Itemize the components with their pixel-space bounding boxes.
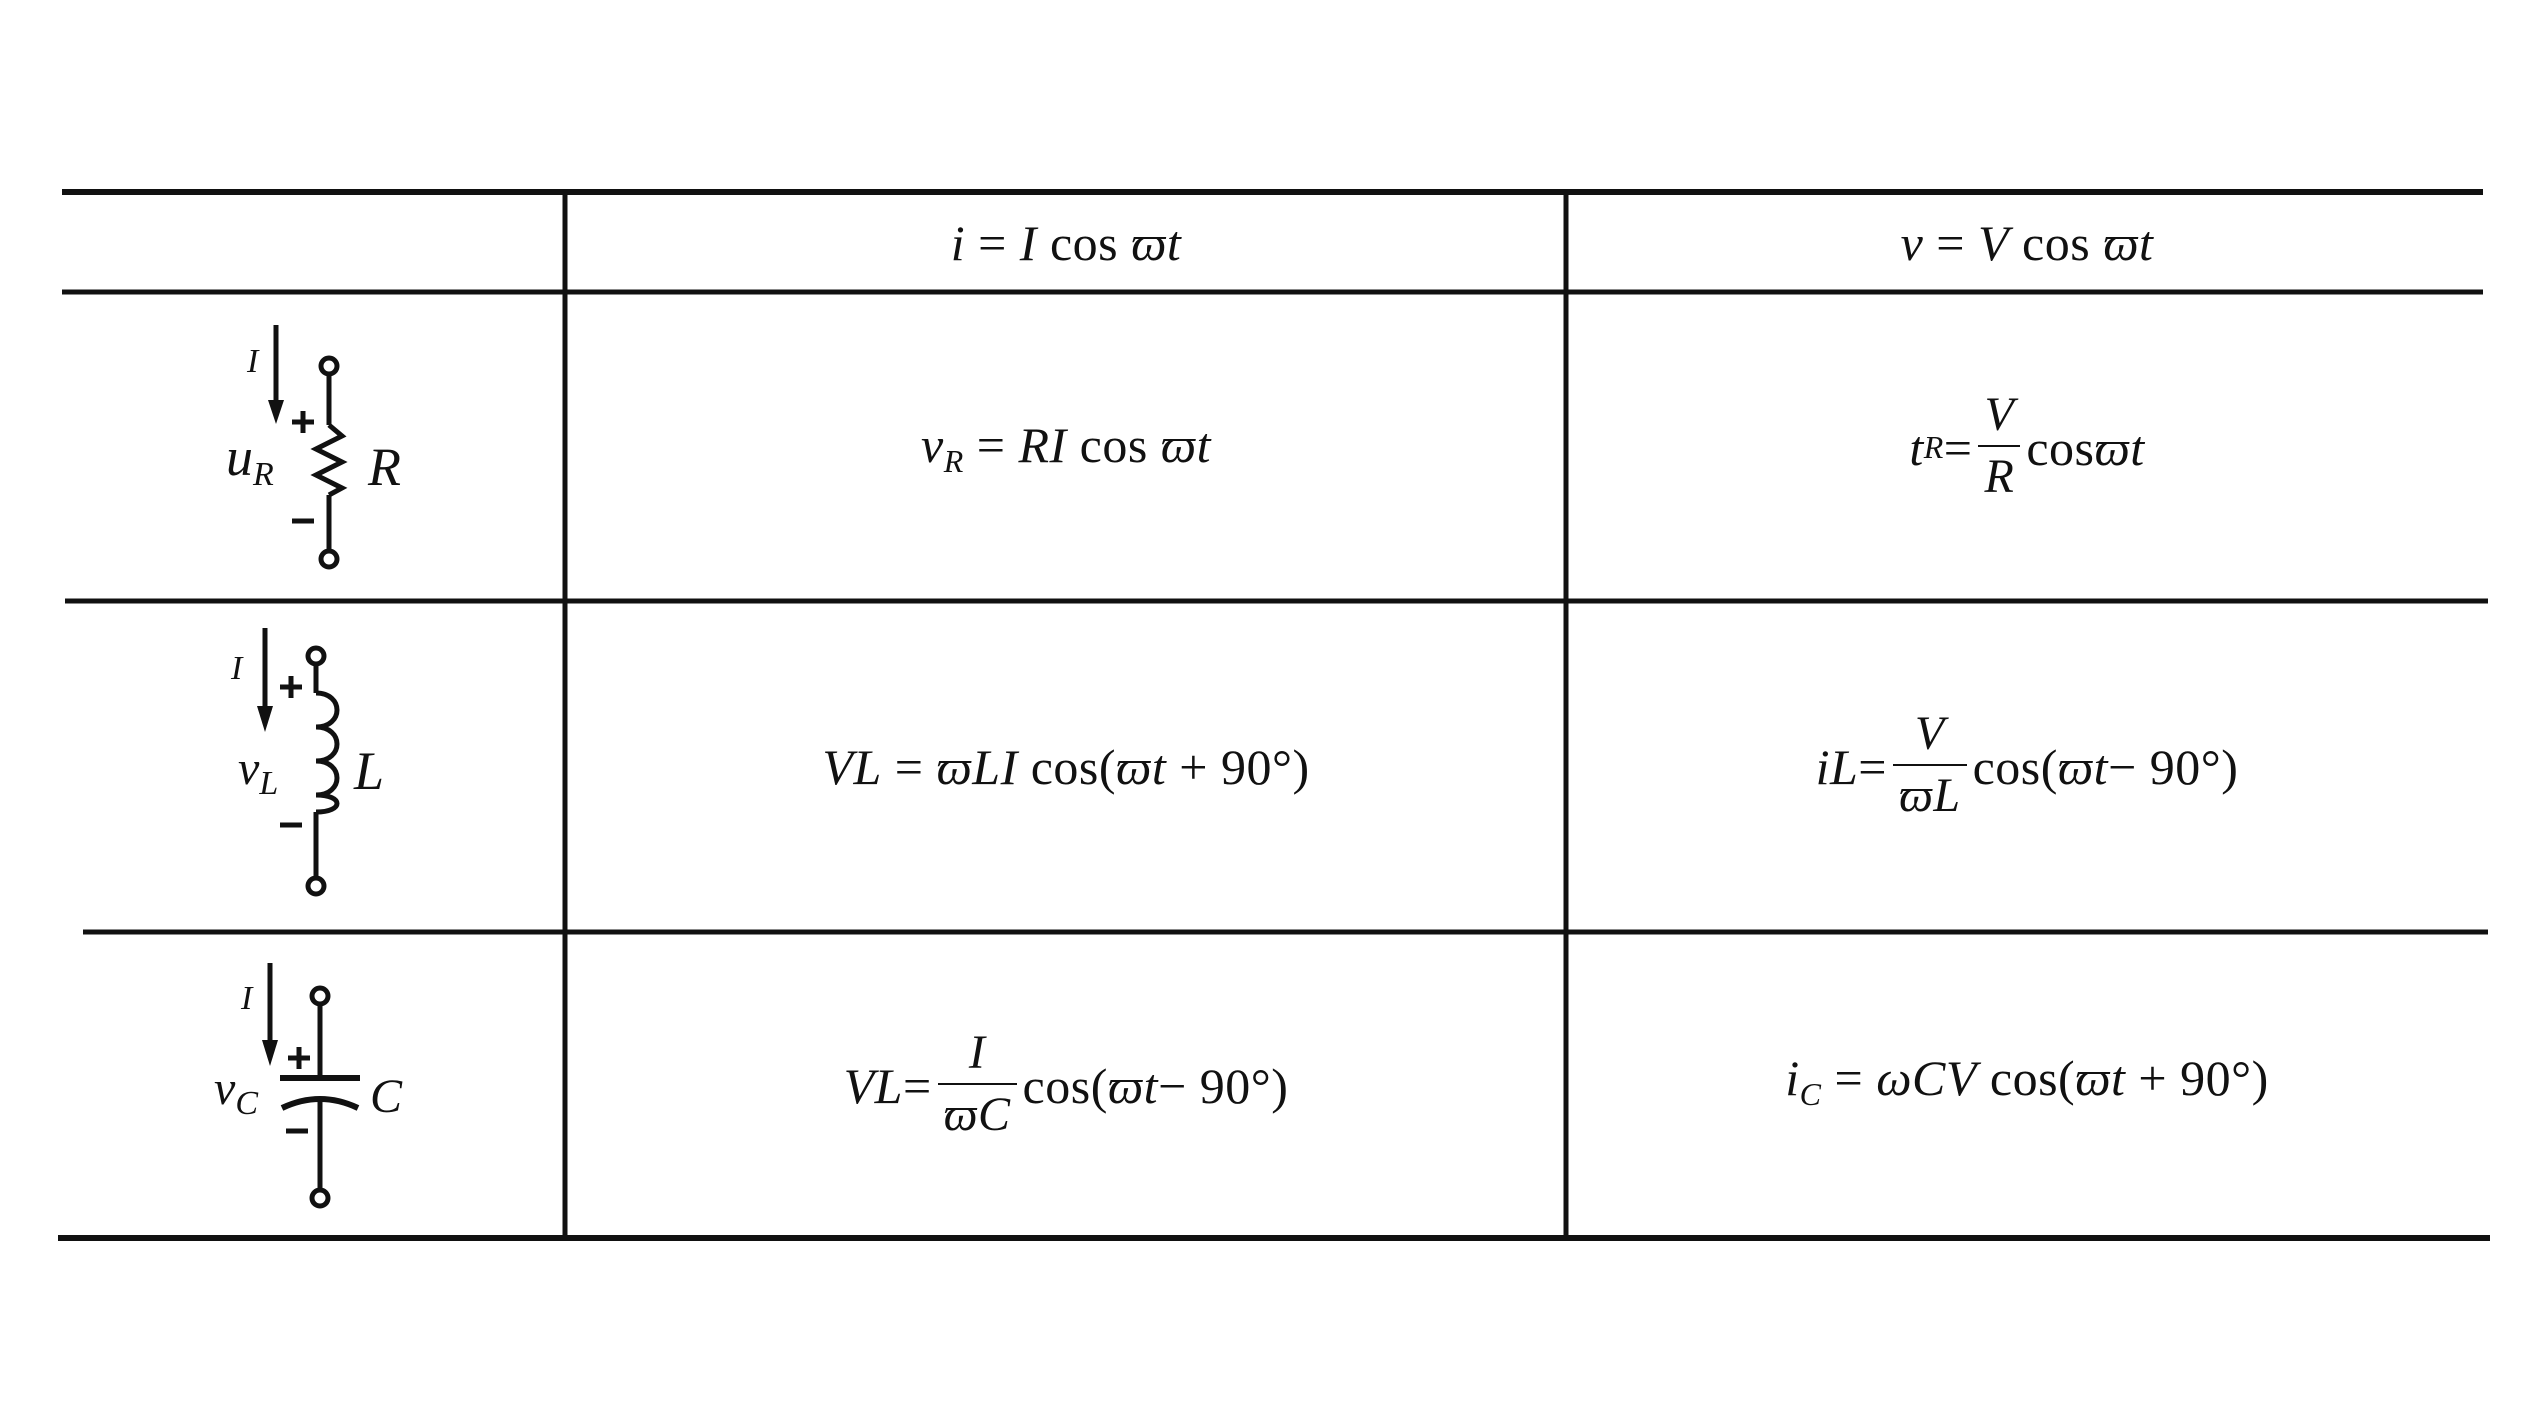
fraction: $\frac{V}{R}$	[1978, 391, 2020, 501]
resistor-current-label: I	[247, 343, 259, 380]
cos: cos	[1036, 215, 1132, 271]
argument: ϖt	[1131, 215, 1182, 271]
resistor-voltage-response: t R = $\frac{V}{R}$ cos ϖt	[1909, 387, 2145, 503]
cos: cos	[2009, 215, 2104, 271]
resistor-current-response: $v_R$ = RI cos ϖt	[920, 416, 1211, 479]
inductor-voltage-response: iL = $\frac{V}{ϖL}$ cos( ϖt − 90°)	[1815, 707, 2239, 822]
resistor-voltage-label: $u_R$	[226, 427, 274, 493]
resistor-name: R	[368, 437, 401, 497]
equals: =	[965, 215, 1020, 271]
capacitor-name: C	[370, 1070, 403, 1123]
inductor-current-label: I	[231, 650, 243, 687]
inductor-current-response: VL = ϖLI cos(ϖt + 90°)	[822, 739, 1310, 795]
capacitor-current-response: VL = $\frac{I}{ϖC}$ cos( ϖt − 90°)	[843, 1026, 1289, 1141]
header-i: i	[950, 215, 966, 271]
inductor-name: L	[354, 741, 385, 801]
amplitude: I	[1019, 215, 1037, 271]
inductor-voltage-label: $v_L$	[238, 742, 279, 802]
amplitude: V	[1978, 215, 2010, 271]
argument: ϖt	[2103, 215, 2154, 271]
equals: =	[1923, 215, 1978, 271]
capacitor-voltage-response: $i_C = \omega CV$ cos(ϖt + 90°)	[1785, 1050, 2269, 1112]
capacitor-voltage-label: $v_C$	[214, 1062, 258, 1122]
fraction: $\frac{V}{ϖL}$	[1893, 710, 1967, 820]
fraction: $\frac{I}{ϖC}$	[938, 1029, 1017, 1139]
capacitor-current-label: I	[241, 980, 253, 1017]
header-v: v	[1900, 215, 1924, 271]
